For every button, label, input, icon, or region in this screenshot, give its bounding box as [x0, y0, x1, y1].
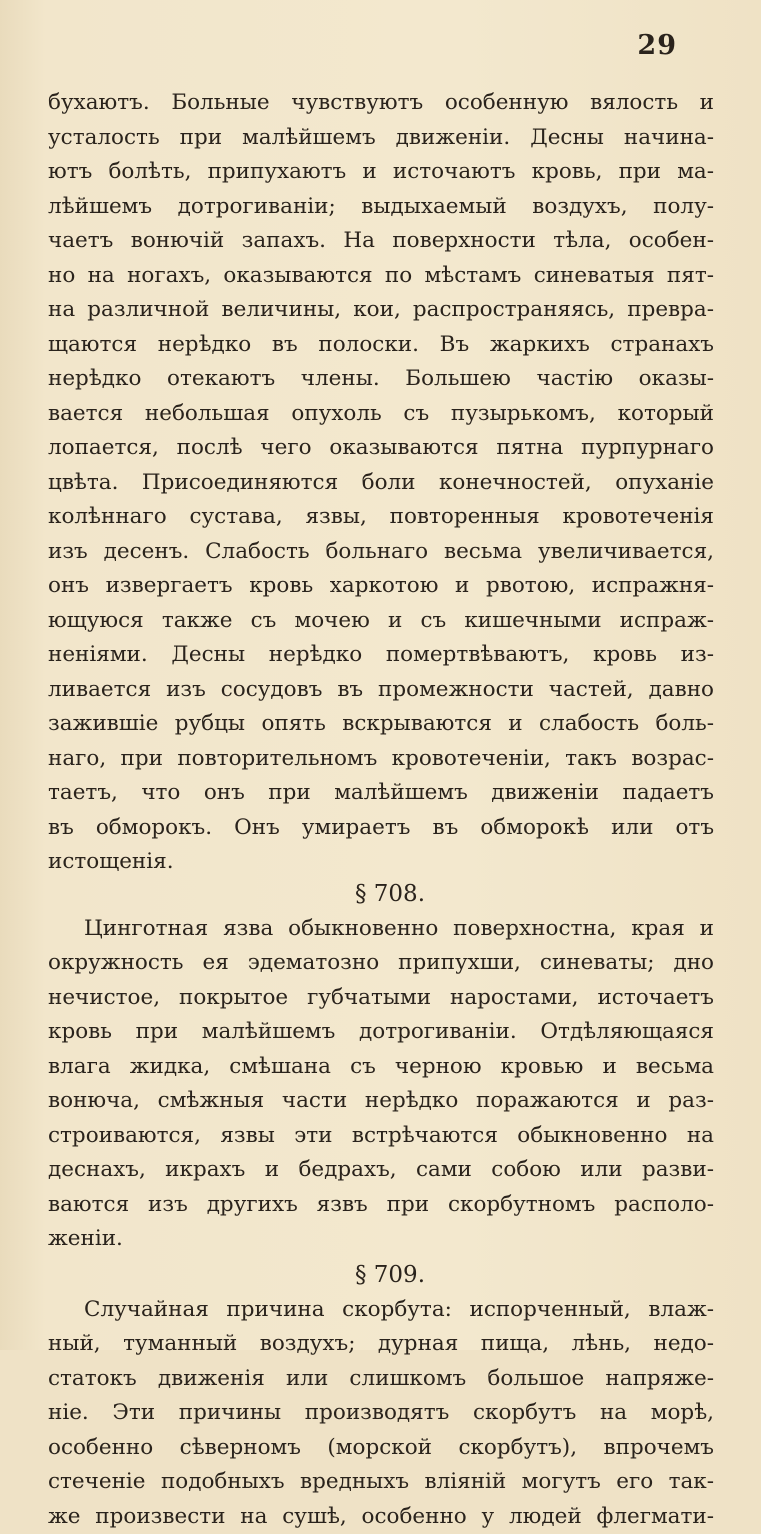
text-line: ютъ болѣть, припухаютъ и источаютъ кровь, при ма-: [48, 155, 714, 190]
text-line: зажившіе рубцы опять вскрываются и слабость боль-: [48, 707, 714, 742]
text-line: женіи.: [48, 1222, 714, 1257]
text-line: изъ десенъ. Слабость больнаго весьма увеличивается,: [48, 535, 714, 570]
section-heading: § 709.: [48, 1257, 714, 1293]
text-line: бухаютъ. Больные чувствуютъ особенную вялость и: [48, 86, 714, 121]
paragraph-3: [48, 1293, 714, 1534]
text-line: окружность ея эдематозно припухши, синеваты; дно: [48, 946, 714, 981]
text-line: усталость при малѣйшемъ движеніи. Десны начина-: [48, 121, 714, 156]
text-line: стеченіе подобныхъ вредныхъ вліяній могутъ его так-: [48, 1465, 714, 1500]
text-line: наго, при повторительномъ кровотеченіи, такъ возрас-: [48, 742, 714, 777]
text-line: цвѣта. Присоединяются боли конечностей, опуханіе: [48, 466, 714, 501]
section-heading: § 708.: [48, 876, 714, 912]
text-line: статокъ движенія или слишкомъ большое напряже-: [48, 1362, 714, 1397]
text-line: ный, туманный воздухъ; дурная пища, лѣнь, недо-: [48, 1327, 714, 1362]
text-line: Цинготная язва обыкновенно поверхностна, края и: [48, 912, 714, 947]
page-body: [48, 86, 714, 1534]
text-line: лопается, послѣ чего оказываются пятна пурпурнаго: [48, 431, 714, 466]
text-line: деснахъ, икрахъ и бедрахъ, сами собою или разви-: [48, 1153, 714, 1188]
text-line: же произвести на сушѣ, особенно у людей флегмати-: [48, 1500, 714, 1534]
paragraph-1: [48, 86, 714, 880]
text-line: таетъ, что онъ при малѣйшемъ движеніи падаетъ: [48, 776, 714, 811]
text-line: нерѣдко отекаютъ члены. Большею частію оказы-: [48, 362, 714, 397]
text-line: истощенія.: [48, 845, 714, 880]
text-line: лѣйшемъ дотрогиваніи; выдыхаемый воздухъ, полу-: [48, 190, 714, 225]
text-line: на различной величины, кои, распространяясь, превра-: [48, 293, 714, 328]
text-line: Случайная причина скорбута: испорченный, влаж-: [48, 1293, 714, 1328]
text-line: влага жидка, смѣшана съ черною кровью и весьма: [48, 1050, 714, 1085]
text-line: чаетъ вонючій запахъ. На поверхности тѣла, особен-: [48, 224, 714, 259]
text-line: ющуюся также съ мочею и съ кишечными испраж-: [48, 604, 714, 639]
text-line: особенно сѣверномъ (морской скорбутъ), впрочемъ: [48, 1431, 714, 1466]
text-line: кровь при малѣйшемъ дотрогиваніи. Отдѣляющаяся: [48, 1015, 714, 1050]
text-line: неніями. Десны нерѣдко помертвѣваютъ, кровь из-: [48, 638, 714, 673]
text-line: щаются нерѣдко въ полоски. Въ жаркихъ странахъ: [48, 328, 714, 363]
text-line: строиваются, язвы эти встрѣчаются обыкновенно на: [48, 1119, 714, 1154]
text-line: вается небольшая опухоль съ пузырькомъ, который: [48, 397, 714, 432]
text-line: въ обморокъ. Онъ умираетъ въ обморокѣ или отъ: [48, 811, 714, 846]
text-line: ваются изъ другихъ язвъ при скорбутномъ располо-: [48, 1188, 714, 1223]
text-line: но на ногахъ, оказываются по мѣстамъ синеватыя пят-: [48, 259, 714, 294]
text-line: онъ извергаетъ кровь харкотою и рвотою, испражня-: [48, 569, 714, 604]
page-number: 29: [637, 30, 677, 61]
text-line: ніе. Эти причины производятъ скорбутъ на морѣ,: [48, 1396, 714, 1431]
paragraph-2: [48, 912, 714, 1257]
text-line: колѣннаго сустава, язвы, повторенныя кровотеченія: [48, 500, 714, 535]
text-line: нечистое, покрытое губчатыми наростами, источаетъ: [48, 981, 714, 1016]
text-line: ливается изъ сосудовъ въ промежности частей, давно: [48, 673, 714, 708]
text-line: вонюча, смѣжныя части нерѣдко поражаются и раз-: [48, 1084, 714, 1119]
